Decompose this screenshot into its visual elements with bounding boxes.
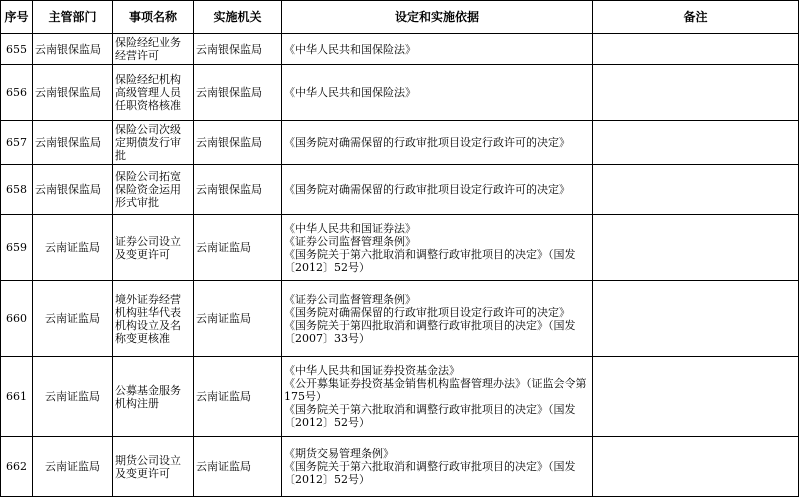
basis-line: 《国务院关于第六批取消和调整行政审批项目的决定》（国发〔2012〕52号） xyxy=(284,403,576,429)
row-item-name: 境外证券经营机构驻华代表机构设立及名称变更核准 xyxy=(113,281,194,357)
row-item-name: 保险经纪机构高级管理人员任职资格核准 xyxy=(113,65,194,121)
row-basis xyxy=(282,65,593,121)
table-row xyxy=(1,121,799,165)
basis-line: 《国务院关于第六批取消和调整行政审批项目的决定》（国发〔2012〕52号） xyxy=(284,460,576,486)
row-note xyxy=(593,65,799,121)
basis-line: 《国务院关于第六批取消和调整行政审批项目的决定》（国发〔2012〕52号） xyxy=(284,247,576,274)
basis-line: 《中华人民共和国证券法》 xyxy=(284,221,416,235)
header-note: 备注 xyxy=(593,1,799,34)
header-item-name: 事项名称 xyxy=(113,1,194,34)
row-number: 655 xyxy=(1,34,33,65)
row-item-name: 保险经纪业务经营许可 xyxy=(113,34,194,65)
row-note xyxy=(593,215,799,281)
row-department: 云南银保监局 xyxy=(33,121,113,165)
row-basis xyxy=(282,281,593,357)
basis-line: 《证券公司监督管理条例》 xyxy=(284,292,416,306)
table-row xyxy=(1,281,799,357)
basis-line: 《证券公司监督管理条例》 xyxy=(284,234,416,248)
basis-line: 《国务院关于第四批取消和调整行政审批项目的决定》（国发〔2007〕33号） xyxy=(284,318,576,345)
row-basis xyxy=(282,437,593,497)
row-number: 659 xyxy=(1,215,33,281)
basis-line: 《国务院对确需保留的行政审批项目设定行政许可的决定》 xyxy=(284,305,570,319)
table-row xyxy=(1,215,799,281)
row-agency: 云南银保监局 xyxy=(194,34,282,65)
table-row xyxy=(1,165,799,215)
basis-line: 《中华人民共和国保险法》 xyxy=(284,86,416,99)
row-department: 云南证监局 xyxy=(33,357,113,437)
row-item-name: 证券公司设立及变更许可 xyxy=(113,215,194,281)
table-header-row xyxy=(1,1,799,34)
row-note xyxy=(593,281,799,357)
row-department: 云南证监局 xyxy=(33,437,113,497)
row-department: 云南证监局 xyxy=(33,281,113,357)
row-department: 云南证监局 xyxy=(33,215,113,281)
basis-line: 《国务院对确需保留的行政审批项目设定行政许可的决定》 xyxy=(284,136,570,149)
row-agency: 云南银保监局 xyxy=(194,165,282,215)
row-number: 662 xyxy=(1,437,33,497)
header-basis: 设定和实施依据 xyxy=(282,1,593,34)
row-department: 云南银保监局 xyxy=(33,34,113,65)
table-row xyxy=(1,437,799,497)
basis-line: 《期货交易管理条例》 xyxy=(284,447,394,460)
row-department: 云南银保监局 xyxy=(33,65,113,121)
row-department: 云南银保监局 xyxy=(33,165,113,215)
row-number: 660 xyxy=(1,281,33,357)
row-number: 658 xyxy=(1,165,33,215)
row-agency: 云南证监局 xyxy=(194,437,282,497)
basis-line: 《中华人民共和国保险法》 xyxy=(284,42,416,56)
header-department: 主管部门 xyxy=(33,1,113,34)
header-agency: 实施机关 xyxy=(194,1,282,34)
row-note xyxy=(593,121,799,165)
row-item-name: 公募基金服务机构注册 xyxy=(113,357,194,437)
row-note xyxy=(593,437,799,497)
table-row xyxy=(1,357,799,437)
row-note xyxy=(593,165,799,215)
header-number: 序号 xyxy=(1,1,33,34)
row-number: 656 xyxy=(1,65,33,121)
row-number: 661 xyxy=(1,357,33,437)
row-basis xyxy=(282,165,593,215)
table-row xyxy=(1,34,799,65)
row-item-name: 保险公司拓宽保险资金运用形式审批 xyxy=(113,165,194,215)
row-note xyxy=(593,34,799,65)
row-item-name: 期货公司设立及变更许可 xyxy=(113,437,194,497)
row-basis xyxy=(282,34,593,65)
basis-line: 《中华人民共和国证券投资基金法》 xyxy=(284,364,460,377)
row-basis xyxy=(282,121,593,165)
row-agency: 云南证监局 xyxy=(194,357,282,437)
row-basis xyxy=(282,357,593,437)
row-agency: 云南银保监局 xyxy=(194,65,282,121)
basis-line: 《公开募集证券投资基金销售机构监督管理办法》（证监会令第175号） xyxy=(284,377,587,403)
row-agency: 云南证监局 xyxy=(194,215,282,281)
row-agency: 云南银保监局 xyxy=(194,121,282,165)
row-note xyxy=(593,357,799,437)
row-agency: 云南证监局 xyxy=(194,281,282,357)
row-item-name: 保险公司次级定期债发行审批 xyxy=(113,121,194,165)
table-row xyxy=(1,65,799,121)
row-basis xyxy=(282,215,593,281)
row-number: 657 xyxy=(1,121,33,165)
basis-line: 《国务院对确需保留的行政审批项目设定行政许可的决定》 xyxy=(284,183,570,196)
